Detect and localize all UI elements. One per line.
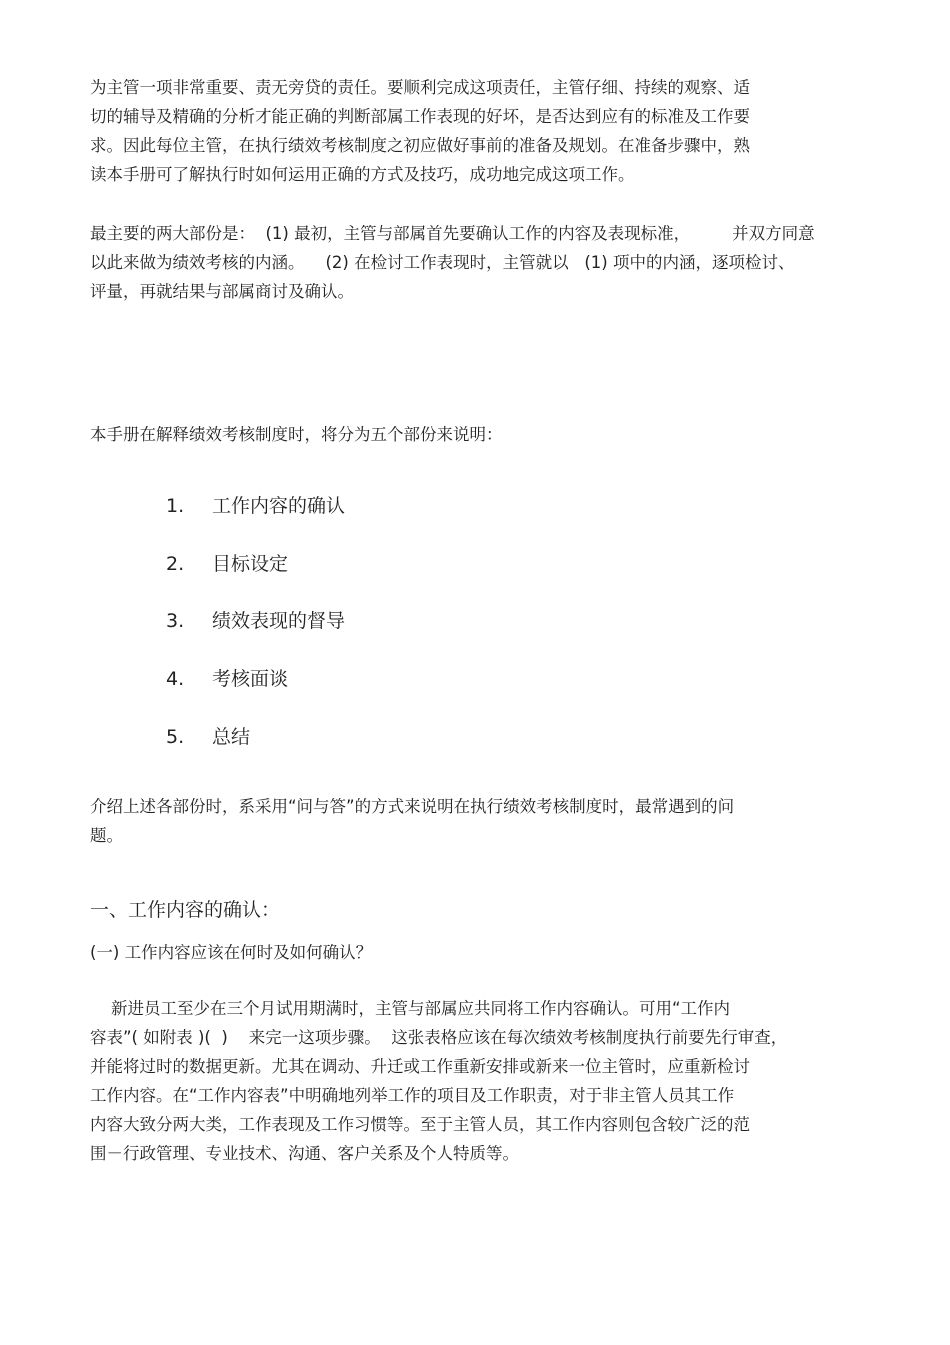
body-text-line: 读本手册可了解执行时如何运用正确的方式及技巧，成功地完成这项工作。 xyxy=(90,165,635,184)
body-text-line: 新进员工至少在三个月试用期满时，主管与部属应共同将工作内容确认。可用“工作内 xyxy=(90,999,731,1018)
body-text-line: 为主管一项非常重要、责无旁贷的责任。要顺利完成这项责任，主管仔细、持续的观察、适 xyxy=(90,78,750,97)
section-heading: 一、工作内容的确认： xyxy=(90,899,281,921)
body-text-line: 评量，再就结果与部属商讨及确认。 xyxy=(90,282,354,301)
body-text-line: 介绍上述各部份时，系采用“问与答”的方式来说明在执行绩效考核制度时，最常遇到的问 xyxy=(90,797,735,816)
list-item-number: 4. xyxy=(166,668,185,690)
body-text-line: 最主要的两大部份是： (1) 最初，主管与部属首先要确认工作的内容及表现标准， 并双方同意 xyxy=(90,224,815,243)
body-text-line: 内容大致分两大类，工作表现及工作习惯等。至于主管人员，其工作内容则包含较广泛的范 xyxy=(90,1115,750,1134)
list-item-number: 2. xyxy=(166,553,185,575)
list-item-number: 3. xyxy=(166,610,185,632)
list-item-label: 目标设定 xyxy=(212,553,289,575)
list-item-label: 绩效表现的督导 xyxy=(212,610,346,632)
question-heading: (一) 工作内容应该在何时及如何确认？ xyxy=(90,943,373,962)
list-item-number: 1. xyxy=(166,495,185,517)
list-item-label: 总结 xyxy=(212,726,251,748)
list-item-label: 工作内容的确认 xyxy=(212,495,346,517)
body-text-line: 求。因此每位主管，在执行绩效考核制度之初应做好事前的准备及规划。在准备步骤中，熟 xyxy=(90,136,750,155)
body-text-line: 切的辅导及精确的分析才能正确的判断部属工作表现的好坏，是否达到应有的标准及工作要 xyxy=(90,107,750,126)
body-text-line: 以此来做为绩效考核的内涵。 (2) 在检讨工作表现时，主管就以 (1) 项中的内涵，逐项检讨、 xyxy=(90,253,795,272)
list-item-number: 5. xyxy=(166,726,185,748)
body-text-line: 容表”( 如附表 )( ) 来完一这项步骤。 这张表格应该在每次绩效考核制度执行前要先行审查， xyxy=(90,1028,788,1047)
body-text-line: 题。 xyxy=(90,826,123,845)
body-text-line: 并能将过时的数据更新。尤其在调动、升迁或工作重新安排或新来一位主管时，应重新检讨 xyxy=(90,1057,750,1076)
intro-text: 本手册在解释绩效考核制度时，将分为五个部份来说明： xyxy=(90,425,503,444)
list-item-label: 考核面谈 xyxy=(212,668,289,690)
body-text-line: 工作内容。在“工作内容表”中明确地列举工作的项目及工作职责，对于非主管人员其工作 xyxy=(90,1086,735,1105)
body-text-line: 围－行政管理、专业技术、沟通、客户关系及个人特质等。 xyxy=(90,1144,519,1163)
